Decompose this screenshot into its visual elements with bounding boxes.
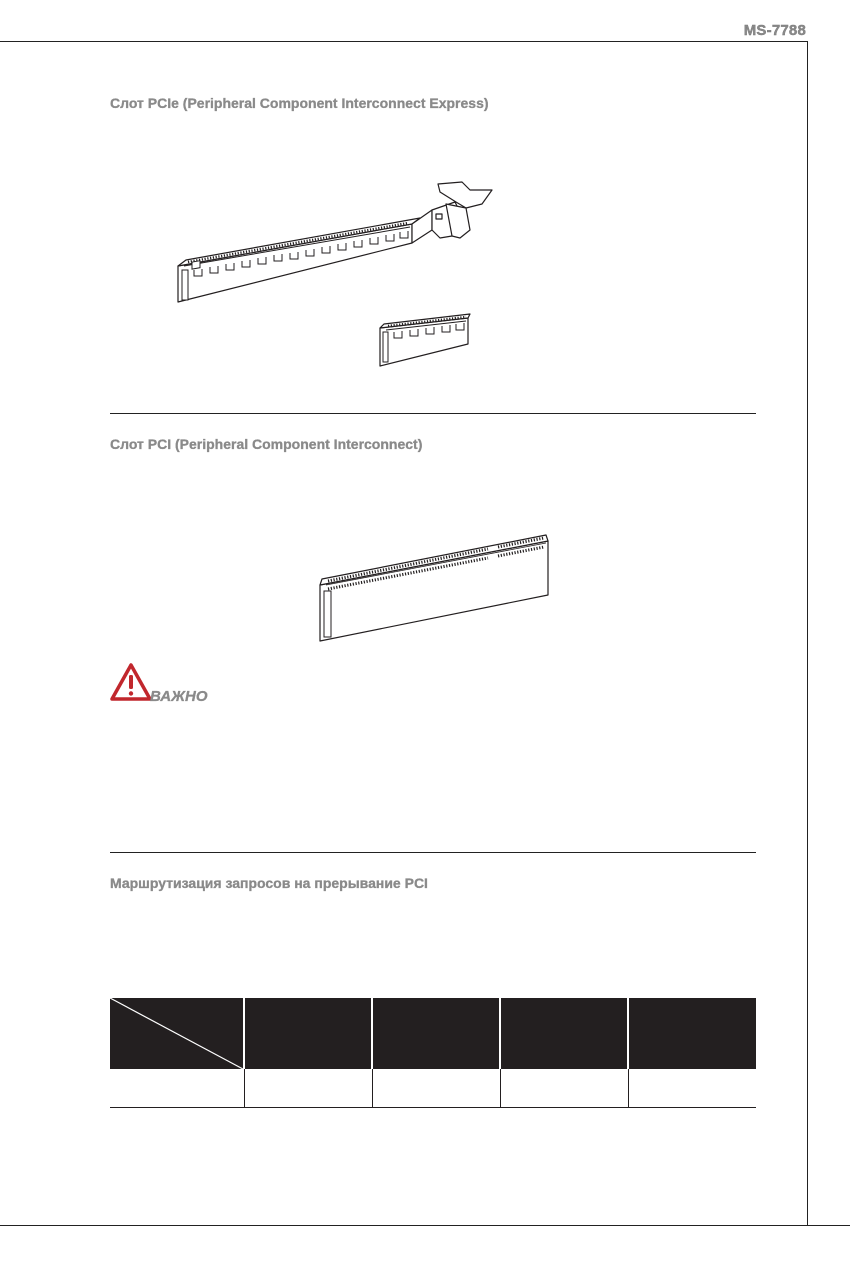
top-rule [0,41,808,42]
table-cell [500,1069,628,1108]
important-label: ВАЖНО [150,688,208,705]
table-header-cell [244,998,372,1069]
table-cell [372,1069,500,1108]
table-corner-header [110,998,244,1069]
table-cell [244,1069,372,1108]
bottom-rule [0,1225,850,1226]
table-cell [628,1069,756,1108]
page-header-model: MS-7788 [743,22,806,39]
pcie-x1-slot-illustration [378,308,473,370]
pci-slot-illustration [318,527,554,643]
section-divider [110,852,756,853]
section-divider [110,413,756,414]
table-row [110,1069,756,1108]
table-header-row [110,998,756,1069]
irq-routing-table [110,998,756,1108]
table-header-cell [372,998,500,1069]
right-rule [807,41,808,1226]
warning-triangle-icon [110,662,152,702]
table-cell [110,1069,244,1108]
pci-section-title: Слот PCI (Peripheral Component Interconnect) [110,436,423,452]
table-header-cell [628,998,756,1069]
table-header-cell [500,998,628,1069]
pcie-x16-slot-illustration [170,178,500,308]
irq-section-title: Маршрутизация запросов на прерывание PCI [110,875,428,891]
pcie-section-title: Слот PCIe (Peripheral Component Interconnect Express) [110,95,489,111]
